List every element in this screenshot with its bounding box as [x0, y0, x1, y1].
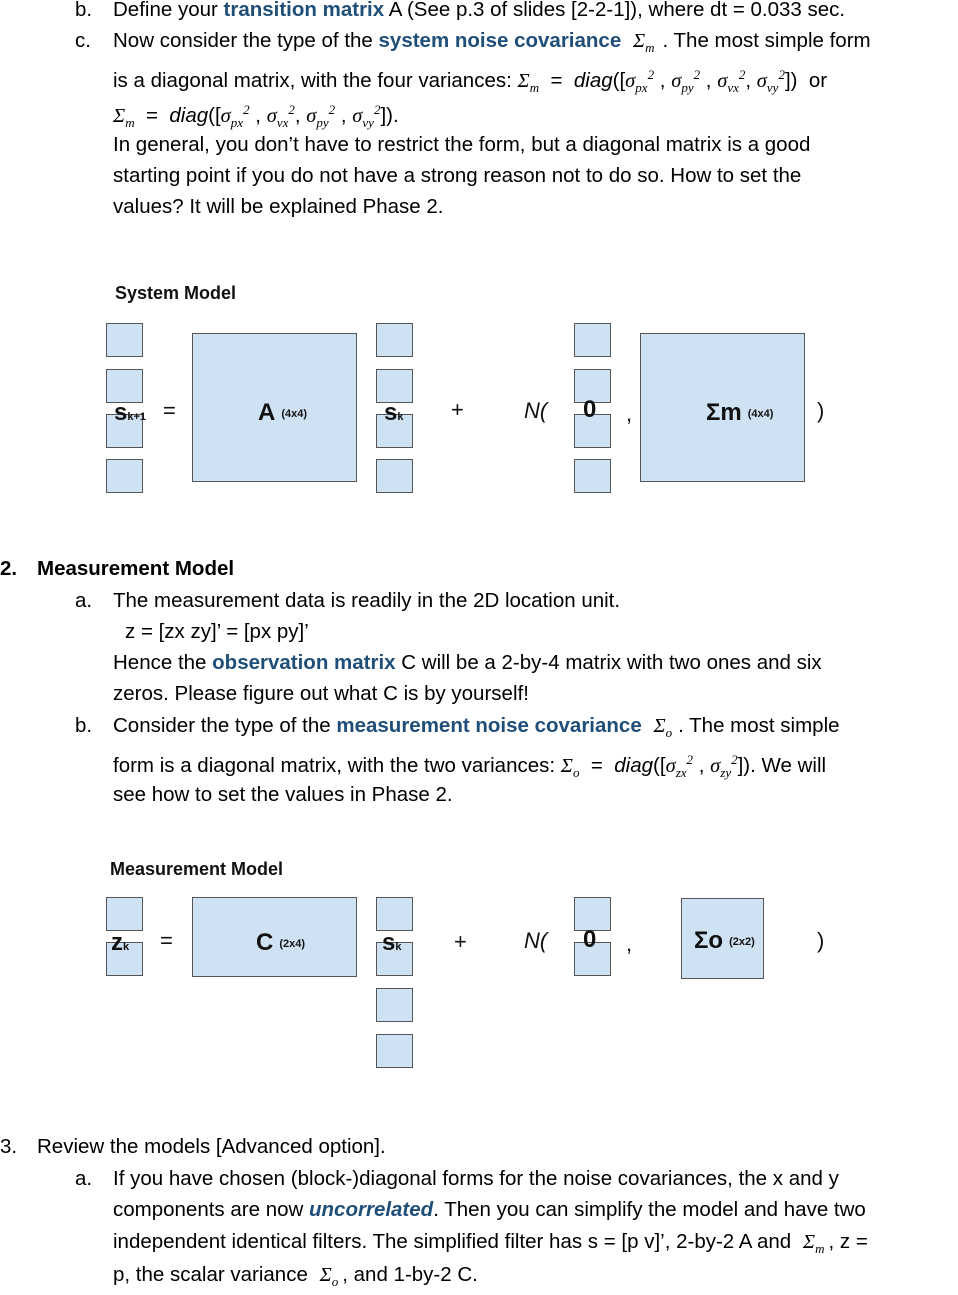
equals-sign: =: [163, 398, 176, 423]
item-2b-line-1: Consider the type of the measurement noise covariance $\Sigma_o$ . The most simple: [113, 714, 840, 741]
state-vector-cell: [376, 1034, 413, 1068]
comma: ,: [626, 931, 633, 956]
state-vector-cell: [376, 988, 413, 1022]
item-c-line-1: Now consider the type of the system noise covariance $\Sigma_m$ . The most simple form: [113, 29, 871, 56]
zero-vector-cell: [574, 323, 611, 357]
section-3-number: 3.: [0, 1135, 18, 1158]
lhs-vector-cell: [106, 369, 143, 403]
item-2a-line-3: Hence the observation matrix C will be a 2-by-4 matrix with two ones and six: [113, 651, 822, 674]
item-2b-line-3: see how to set the values in Phase 2.: [113, 783, 453, 806]
item-c-paragraph-1: In general, you don’t have to restrict the form, but a diagonal matrix is a good: [113, 133, 811, 156]
zero-mean-label: 0: [583, 926, 597, 953]
item-c-line-2: is a diagonal matrix, with the four variances: $\Sigma_m$ = $diag([\sigma_{px}^2$ , $\sigma_{py}^2$ , $\sigma_{vx}^2$, $\sigma_{vy}^2$]) or: [113, 67, 828, 95]
keyword-system-noise-covariance: system noise covariance: [378, 29, 622, 52]
zero-vector-cell: [574, 459, 611, 493]
close-paren: ): [817, 928, 825, 953]
item-2a-marker: a.: [75, 589, 93, 612]
transition-matrix-label: A (4x4): [258, 399, 308, 426]
item-c-marker: c.: [75, 29, 91, 52]
state-label: sk: [384, 399, 404, 426]
sigma-m-symbol: $\Sigma_m$: [632, 30, 655, 56]
item-3a-line-1: If you have chosen (block-)diagonal forms for the noise covariances, the x and y: [113, 1167, 839, 1190]
lhs-vector-cell: [106, 897, 143, 931]
item-c-line-3: $\Sigma_m$ = $diag([\sigma_{px}^2$ , $\sigma_{vx}^2$, $\sigma_{py}^2$ , $\sigma_{vy}^2$]).: [113, 102, 399, 130]
item-b-marker: b.: [75, 0, 93, 21]
item-c-paragraph-3: values? It will be explained Phase 2.: [113, 195, 444, 218]
lhs-state-label: sk+1: [114, 399, 147, 426]
system-covariance-label: Σm (4x4): [706, 399, 774, 426]
keyword-measurement-noise-covariance: measurement noise covariance: [336, 714, 642, 737]
item-2b-line-2: form is a diagonal matrix, with the two variances: $\Sigma_o$ = $diag([\sigma_{zx}^2$ , $\sigma_{zy}^2$]). We will: [113, 752, 827, 780]
close-paren: ): [817, 398, 825, 423]
keyword-observation-matrix: observation matrix: [212, 651, 396, 674]
item-3a-marker: a.: [75, 1167, 93, 1190]
zero-mean-label: 0: [583, 396, 597, 423]
section-2-number: 2.: [0, 557, 18, 580]
system-model-title: System Model: [115, 283, 237, 303]
comma: ,: [626, 401, 633, 426]
item-2a-line-4: zeros. Please figure out what C is by yourself!: [113, 682, 529, 705]
item-c-paragraph-2: starting point if you do not have a strong reason not to do so. How to set the: [113, 164, 802, 187]
state-vector-cell: [376, 459, 413, 493]
plus-sign: +: [454, 929, 467, 954]
plus-sign: +: [451, 397, 464, 422]
state-vector-cell: [376, 323, 413, 357]
measurement-label: zk: [111, 929, 130, 956]
keyword-transition-matrix: transition matrix: [223, 0, 385, 21]
measurement-model-title: Measurement Model: [110, 859, 284, 879]
item-2a-line-1: The measurement data is readily in the 2D location unit.: [113, 589, 621, 612]
normal-distribution-label: N(: [524, 398, 548, 423]
lhs-vector-cell: [106, 323, 143, 357]
equals-sign: =: [160, 928, 173, 953]
state-vector-cell: [376, 897, 413, 931]
item-3a-line-4: p, the scalar variance $\Sigma_o$ , and 1-by-2 C.: [113, 1263, 478, 1290]
item-2a-line-2: z = [zx zy]’ = [px py]’: [125, 620, 309, 643]
section-3-title: Review the models [Advanced option].: [37, 1135, 386, 1158]
state-label: sk: [382, 929, 402, 956]
normal-distribution-label: N(: [524, 928, 548, 953]
state-vector-cell: [376, 369, 413, 403]
observation-matrix-label: C (2x4): [256, 929, 306, 956]
item-b-text: Define your transition matrix A (See p.3 of slides [2-2-1]), where dt = 0.033 sec.: [113, 0, 846, 21]
lhs-vector-cell: [106, 459, 143, 493]
item-2b-marker: b.: [75, 714, 93, 737]
item-3a-line-2: components are now uncorrelated. Then you can simplify the model and have two: [113, 1198, 866, 1221]
item-3a-line-3: independent identical filters. The simplified filter has s = [p v]’, 2-by-2 A and $\Sigma_m$ , z =: [113, 1230, 868, 1257]
section-2-title: Measurement Model: [37, 557, 235, 580]
measurement-covariance-label: Σo (2x2): [694, 927, 755, 954]
keyword-uncorrelated: uncorrelated: [309, 1198, 434, 1221]
